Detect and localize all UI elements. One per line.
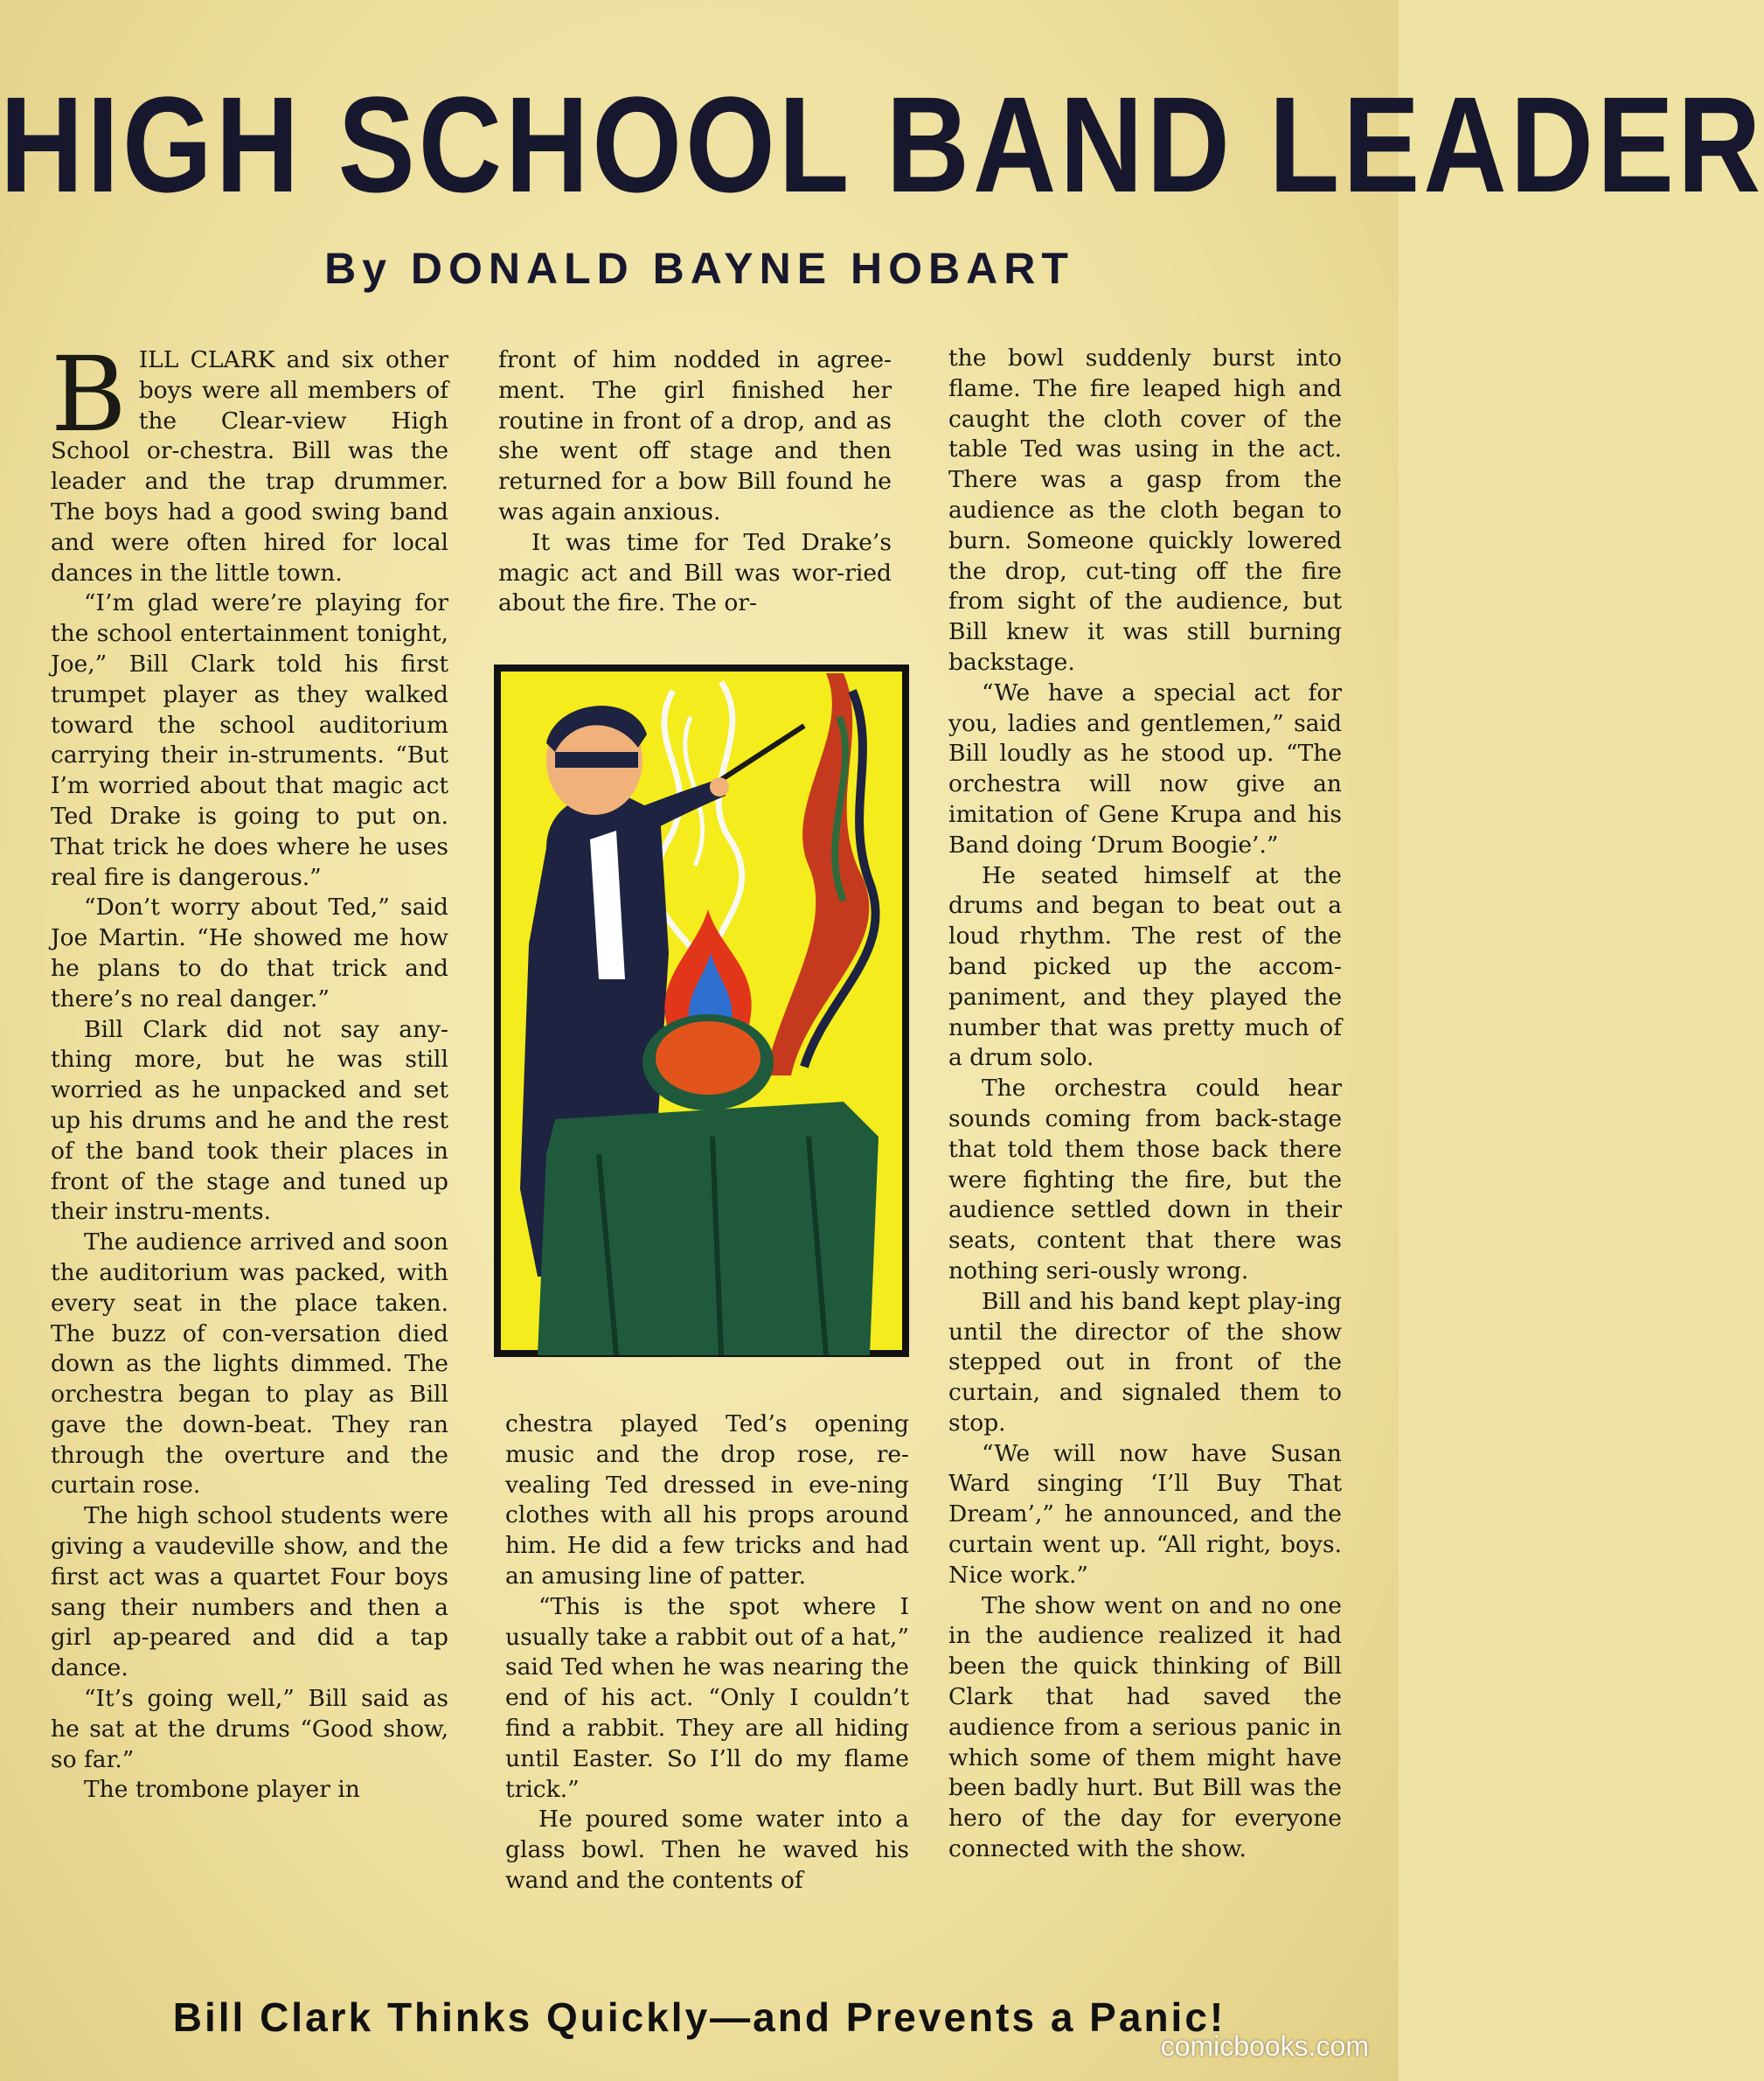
paragraph: He poured some water into a glass bowl. Then he waved his wand and the contents of [505, 1806, 909, 1894]
paragraph: front of him nodded in agree-ment. The girl finished her routine in front of a drop, and as she went off stage and then returned for a bow Bill found he was again anxious. [498, 346, 892, 525]
paragraph: “Don’t worry about Ted,” said Joe Martin. “He showed me how he plans to do that trick and there’s no real danger.” [51, 894, 448, 1013]
article-column-2-bottom [505, 1409, 909, 1897]
paragraph: The trombone player in [84, 1776, 360, 1804]
paragraph: Bill and his band kept play-ing until the director of the show stepped out in front of the curtain, and signaled them to stop. [948, 1287, 1342, 1437]
drop-cap: B [51, 334, 127, 455]
magician-illustration [494, 665, 909, 1357]
paragraph: Bill Clark did not say any-thing more, but he was still worried as he unpacked and set up his drums and he and the rest of the band took their places in front of the stage and tuned up their instru-ments. [51, 1015, 448, 1226]
article-column-2-top [498, 345, 892, 619]
article-column-3 [948, 344, 1342, 1865]
paragraph: The orchestra could hear sounds coming from back-stage that told them those back there were fighting the fire, but the audience settled down in their seats, content that there was nothing seri-ously wrong. [948, 1075, 1342, 1284]
paragraph: The show went on and no one in the audience realized it had been the quick thinking of Bill Clark that had saved the audience from a serious panic in which some of them might have been badly hurt. But Bill was the hero of the day for everyone connected with the show. [948, 1591, 1342, 1863]
paragraph: It was time for Ted Drake’s magic act and Bill was wor-ried about the fire. The or- [498, 528, 892, 617]
paragraph: “We have a special act for you, ladies and gentlemen,” said Bill loudly as he stood up. “The orchestra will now give an imitation of Gene Krupa and his Band doing ‘Drum Boogie’.” [948, 679, 1342, 859]
article-byline: By DONALD BAYNE HOBART [324, 244, 1074, 293]
paragraph-1: BILL CLARK and six other boys were all members of the Clear-view High School or-chestra. Bill was the leader and the trap drummer. The boys had a good swing band and were often hired for local dances in the little town. [51, 334, 448, 587]
paragraph: chestra played Ted’s opening music and the drop rose, re-vealing Ted dressed in eve-ning clothes with all his props around him. He did a few tricks and had an amusing line of patter. [505, 1410, 909, 1590]
paragraph: “I’m glad were’re playing for the school entertainment tonight, Joe,” Bill Clark told his first trumpet player as they walked toward the school auditorium carrying their in-struments. “But I’m worried about that magic act Ted Drake is going to put on. That trick he does where he uses real fire is dangerous.” [51, 589, 448, 891]
watermark: comicbooks.com [1160, 2030, 1369, 2062]
magician-fire-trick-icon [494, 665, 909, 1357]
paragraph: The high school students were giving a vaudeville show, and the first act was a quartet Four boys sang their numbers and then a girl ap-peared and did a tap dance. [51, 1502, 448, 1682]
paragraph: “This is the spot where I usually take a rabbit out of a hat,” said Ted when he was nearing the end of his act. “Only I couldn’t find a rabbit. They are all hiding until Easter. So I’ll do my flame trick.” [505, 1592, 909, 1803]
article-footer-tagline: Bill Clark Thinks Quickly—and Prevents a Panic! [172, 1994, 1226, 2040]
paragraph: The audience arrived and soon the auditorium was packed, with every seat in the place taken. The buzz of con-versation died down as the lights dimmed. The orchestra began to play as Bill gave the down-beat. They ran through the overture and the curtain rose. [51, 1228, 448, 1500]
paragraph: He seated himself at the drums and began to beat out a loud rhythm. The rest of the band picked up the accom-paniment, and they played the number that was pretty much of a drum solo. [948, 861, 1342, 1072]
paragraph: “We will now have Susan Ward singing ‘I’ll Buy That Dream’,” he announced, and the curtain went up. “All right, boys. Nice work.” [948, 1439, 1342, 1589]
article-column-1 [51, 334, 448, 1806]
paragraph: “It’s going well,” Bill said as he sat at the drums “Good show, so far.” [51, 1685, 448, 1773]
article-title: HIGH SCHOOL BAND LEADER [0, 68, 1764, 221]
paragraph: the bowl suddenly burst into flame. The fire leaped high and caught the cloth cover of the table Ted was using in the act. There was a gasp from the audience as the cloth began to burn. Someone quickly lowered the drop, cut-ting off the fire from sight of the audience, but Bill knew it was still burning backstage. [948, 345, 1342, 676]
